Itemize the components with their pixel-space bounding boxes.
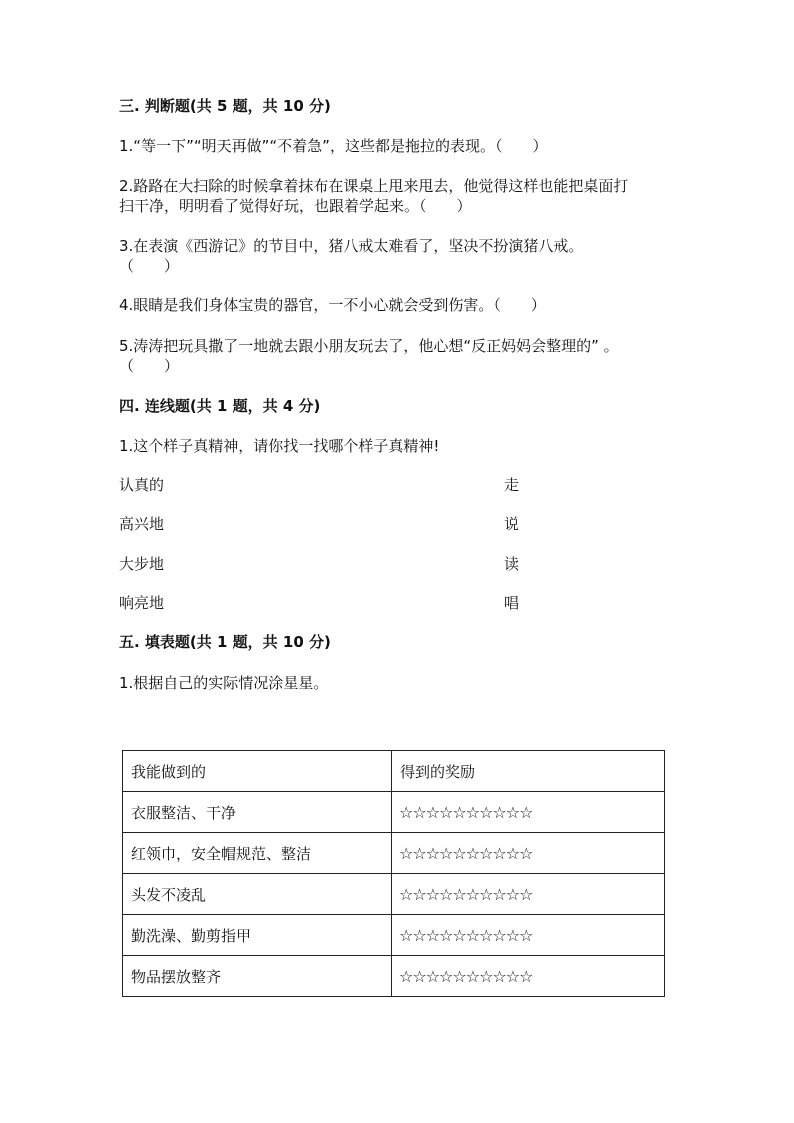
table-header-row [123, 751, 665, 792]
section4-question-1: 1.这个样子真精神，请你找一找哪个样子真精神! [119, 437, 440, 455]
star-rating-cell[interactable]: ☆☆☆☆☆☆☆☆☆☆ [392, 792, 665, 833]
section3-question-2-line-2: 扫干净，明明看了觉得好玩，也跟着学起来。（ ） [119, 197, 472, 215]
section5-question-1: 1.根据自己的实际情况涂星星。 [119, 674, 329, 692]
rewards-table [122, 750, 665, 997]
section4-heading: 四. 连线题(共 1 题，共 4 分) [119, 397, 321, 415]
table-header-cell: 得到的奖励 [392, 751, 665, 792]
star-rating-cell[interactable]: ☆☆☆☆☆☆☆☆☆☆ [392, 833, 665, 874]
table-row [123, 874, 665, 915]
table-row [123, 792, 665, 833]
match-right-item: 唱 [504, 594, 520, 612]
behavior-cell: 勤洗澡、勤剪指甲 [123, 915, 392, 956]
behavior-cell: 衣服整洁、干净 [123, 792, 392, 833]
section3-question-5-line-1: 5.涛涛把玩具撒了一地就去跟小朋友玩去了，他心想“反正妈妈会整理的” 。 [119, 337, 619, 355]
star-rating-cell[interactable]: ☆☆☆☆☆☆☆☆☆☆ [392, 956, 665, 997]
star-rating-cell[interactable]: ☆☆☆☆☆☆☆☆☆☆ [392, 915, 665, 956]
section3-question-1: 1.“等一下”“明天再做”“不着急”，这些都是拖拉的表现。（ ） [119, 137, 548, 155]
table-header-cell: 我能做到的 [123, 751, 392, 792]
section3-question-2-line-1: 2.路路在大扫除的时候拿着抹布在课桌上甩来甩去，他觉得这样也能把桌面打 [119, 177, 629, 195]
match-left-item: 认真的 [119, 476, 165, 494]
match-left-item: 大步地 [119, 555, 165, 573]
section3-heading: 三. 判断题(共 5 题，共 10 分) [119, 97, 331, 115]
section5-heading: 五. 填表题(共 1 题，共 10 分) [119, 633, 331, 651]
section3-question-4: 4.眼睛是我们身体宝贵的器官，一不小心就会受到伤害。（ ） [119, 296, 546, 314]
section3-question-5-line-2: （ ） [119, 357, 180, 375]
behavior-cell: 头发不凌乱 [123, 874, 392, 915]
table-row [123, 833, 665, 874]
section3-question-3-line-2: （ ） [119, 257, 180, 275]
behavior-cell: 红领巾，安全帽规范、整洁 [123, 833, 392, 874]
match-right-item: 说 [504, 515, 520, 533]
table-row [123, 956, 665, 997]
match-left-item: 响亮地 [119, 594, 165, 612]
table-row [123, 915, 665, 956]
section3-question-3-line-1: 3.在表演《西游记》的节目中，猪八戒太难看了，坚决不扮演猪八戒。 [119, 237, 584, 255]
star-rating-cell[interactable]: ☆☆☆☆☆☆☆☆☆☆ [392, 874, 665, 915]
match-right-item: 走 [504, 476, 520, 494]
match-right-item: 读 [504, 555, 520, 573]
match-left-item: 高兴地 [119, 515, 165, 533]
behavior-cell: 物品摆放整齐 [123, 956, 392, 997]
